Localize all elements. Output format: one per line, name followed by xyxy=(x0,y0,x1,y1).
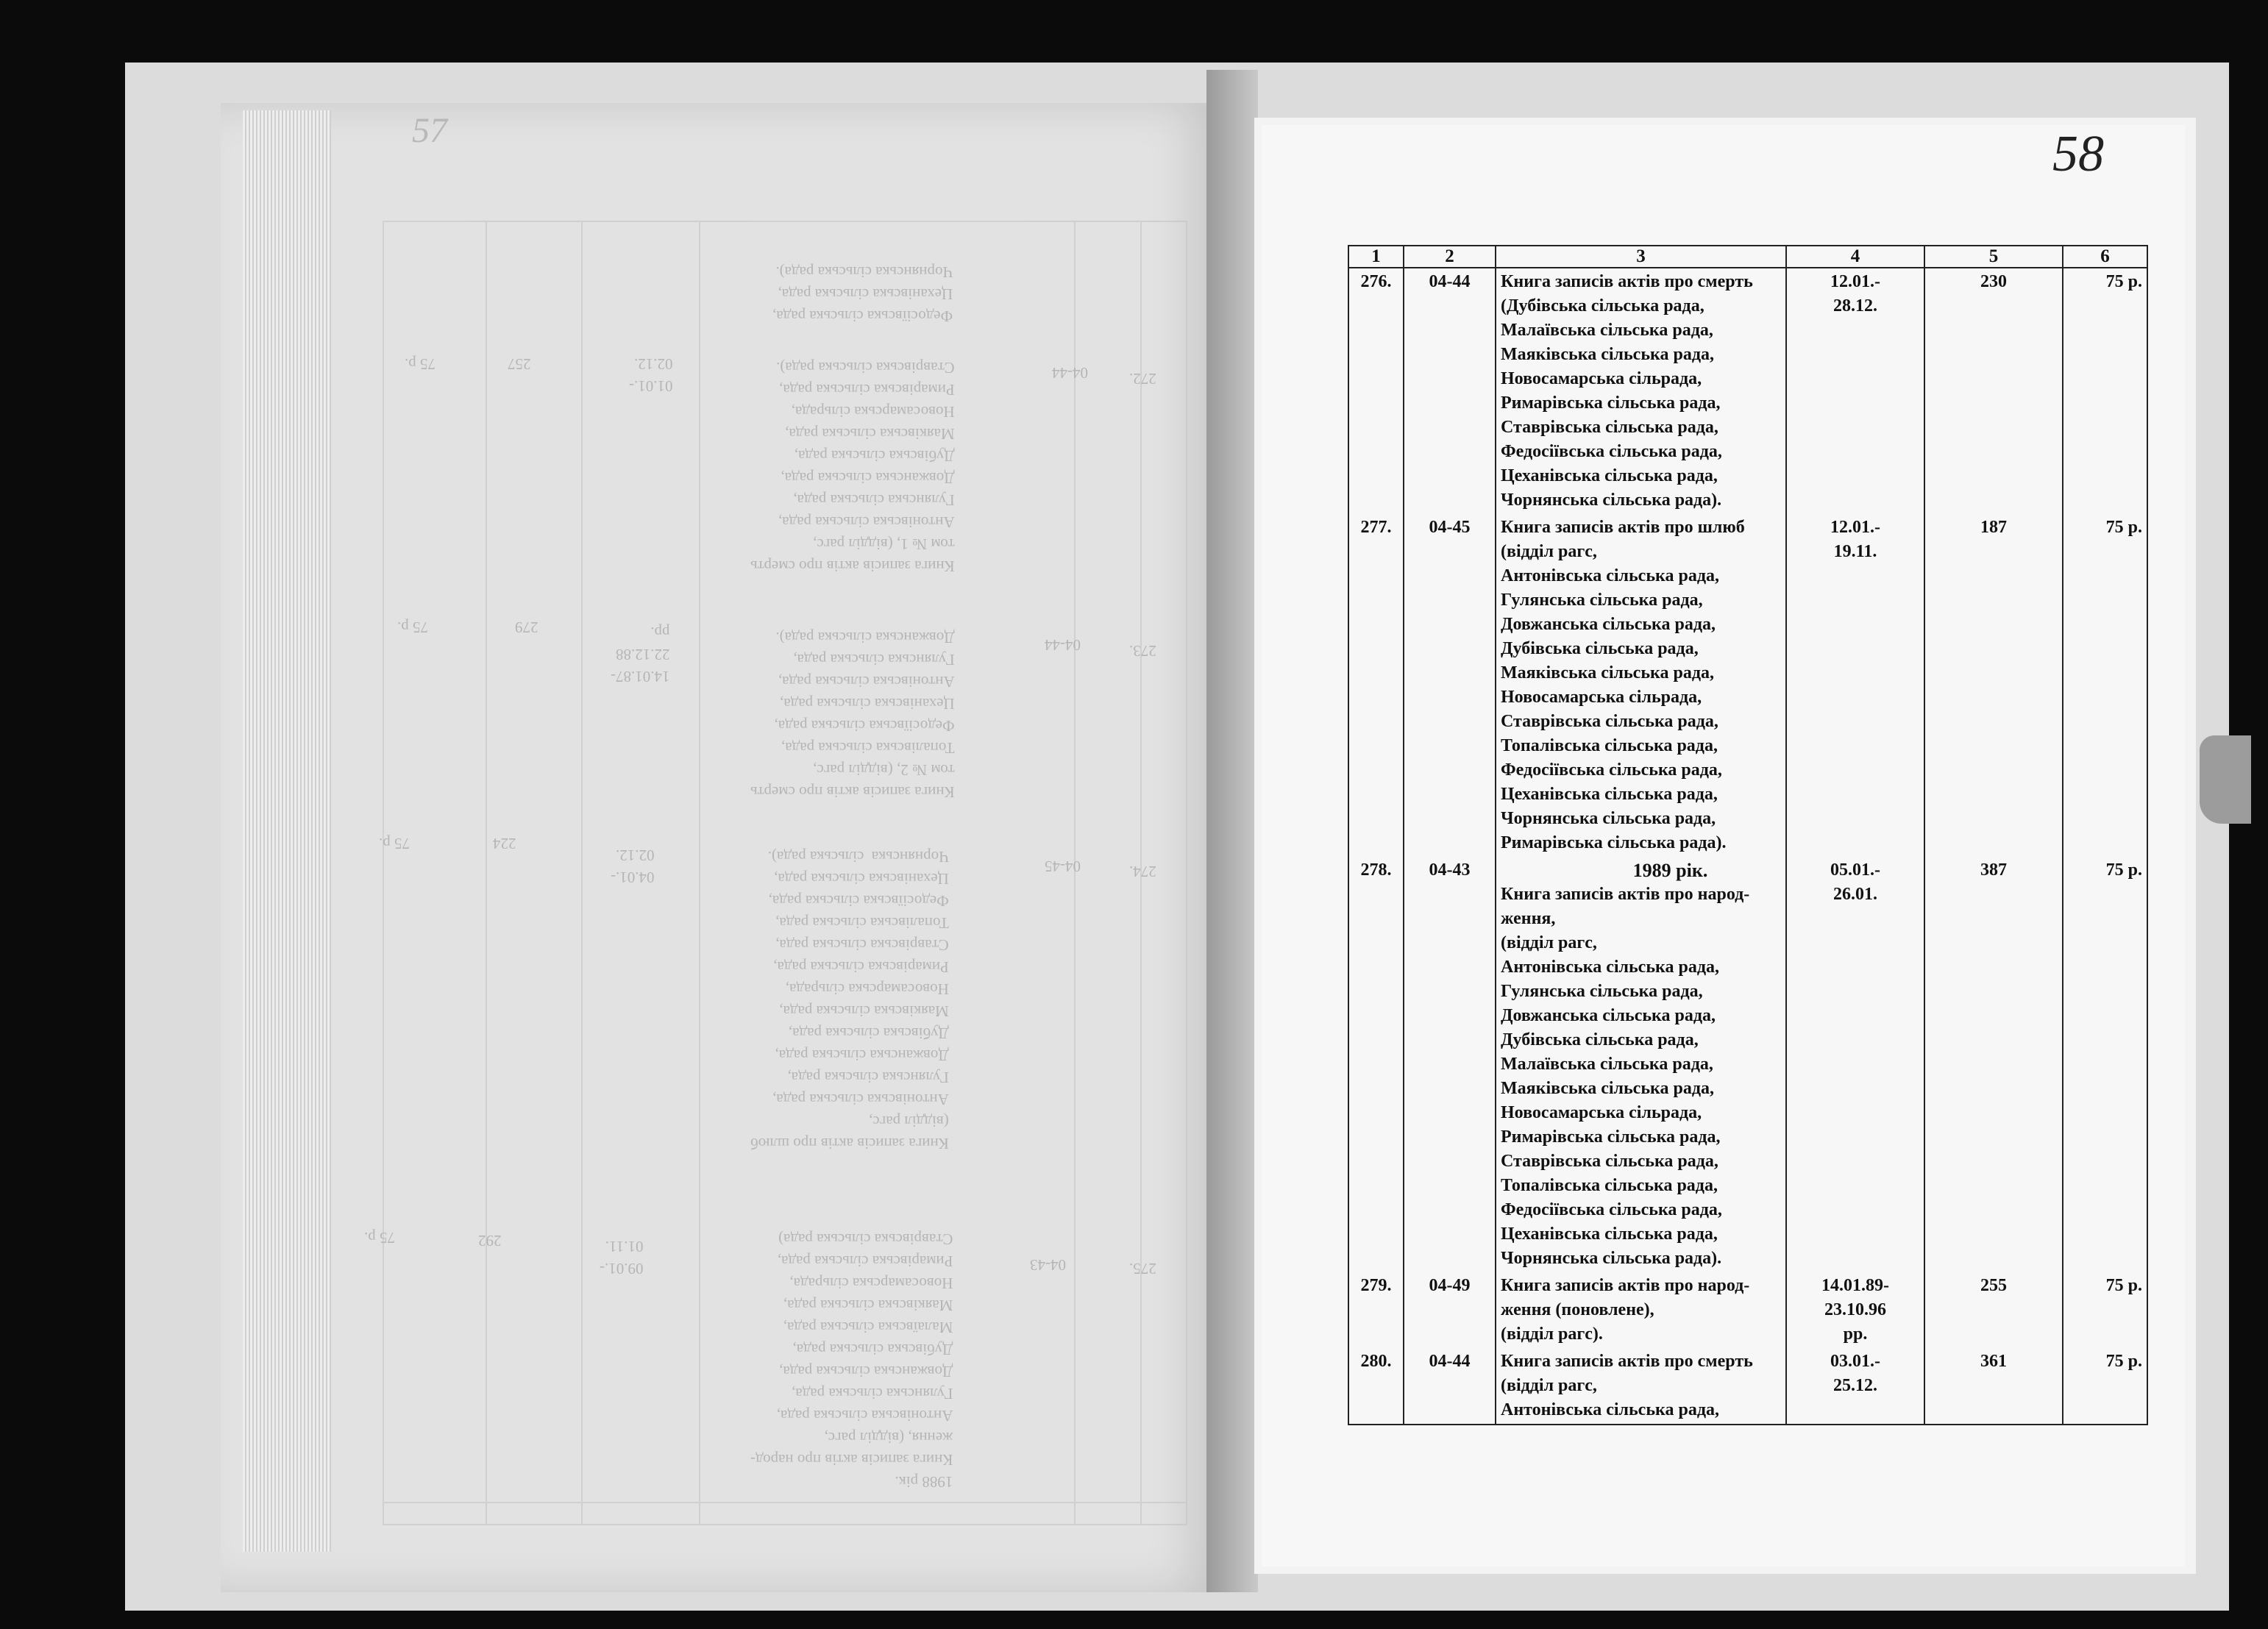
page-count: 230 xyxy=(1924,268,2063,514)
date-line: 12.01.- xyxy=(1830,272,1880,291)
header-col-5: 5 xyxy=(1924,246,2063,268)
ghost-entry-index: 04-45 xyxy=(1045,858,1081,875)
council-line: Чорнянська сільська рада). xyxy=(1501,491,1722,510)
council-line: Довжанська сільська рада, xyxy=(1501,1006,1716,1025)
entry-title-line: Книга записів актів про народ- xyxy=(1501,1276,1750,1295)
date-range xyxy=(1786,1272,1924,1348)
ghost-entry-term: 75 р. xyxy=(379,835,410,852)
date-range xyxy=(1786,514,1924,857)
ghost-entry-dates: 14.01.87- 22.12.88 рр. xyxy=(611,624,670,685)
council-line: Новосамарська сільрада, xyxy=(1501,369,1702,388)
entry-title-line: Книга записів актів про шлюб xyxy=(1501,518,1745,537)
council-line: Федосіївська сільська рада, xyxy=(1501,1200,1722,1219)
council-line: Федосіївська сільська рада, xyxy=(1501,760,1722,780)
retention-term: 75 р. xyxy=(2063,857,2147,1272)
council-line: Маяківська сільська рада, xyxy=(1501,345,1714,364)
ghost-entry-no: 274. xyxy=(1129,863,1156,880)
council-line: Антонівська сільська рада, xyxy=(1501,566,1719,585)
page-count: 187 xyxy=(1924,514,2063,857)
ghost-fed-lines: Федосіївська сільська рада, Цеханівська сільська рада, Чорнянська сільська рада). xyxy=(772,263,953,325)
year-heading: 1989 рік. xyxy=(1632,860,1708,881)
date-range xyxy=(1786,857,1924,1272)
fond-index: 04-45 xyxy=(1404,514,1496,857)
entry-title-line: Книга записів актів про смерть xyxy=(1501,272,1753,291)
register-table xyxy=(1348,245,2148,1425)
date-line: 14.01.89- xyxy=(1821,1276,1889,1295)
left-folio-number: 57 xyxy=(412,111,447,150)
entry-title-line: Книга записів актів про смерть xyxy=(1501,1352,1753,1371)
ghost-entry-term: 75 р. xyxy=(405,355,436,373)
entry-title-line: ження (поновлене), xyxy=(1501,1300,1654,1319)
book-gutter xyxy=(1206,70,1258,1592)
council-line: (Дубівська сільська рада, xyxy=(1501,296,1704,316)
entry-number: 276. xyxy=(1348,268,1404,514)
date-line: 25.12. xyxy=(1833,1376,1877,1395)
ghost-entry-no: 273. xyxy=(1129,642,1156,660)
date-line: 26.01. xyxy=(1833,885,1877,904)
table-row xyxy=(1348,857,2147,1272)
entry-description xyxy=(1496,514,1786,857)
entry-number: 277. xyxy=(1348,514,1404,857)
retention-term: 75 р. xyxy=(2063,1348,2147,1425)
fond-index: 04-44 xyxy=(1404,268,1496,514)
ghost-entry-text: 1988 рік. Книга записів актів про народ- ження, (відділ рагс, Антонівська сільська рада, Гулянська сільська рада, Довжанська сільська рада, Дубівська сільська рада, Малаївська сільська рада, Маяківська сільська рада, Новосамарська сільрада, Римарівська сільська рада, Ставрівська сільська рада) xyxy=(750,1230,953,1491)
table-row xyxy=(1348,268,2147,514)
council-line: Чорнянська сільська рада). xyxy=(1501,1249,1722,1268)
table-row xyxy=(1348,514,2147,857)
header-row xyxy=(1348,246,2147,268)
council-line: Топалівська сільська рада, xyxy=(1501,1176,1718,1195)
ghost-entry-dates: 01.01.- 02.12. xyxy=(629,355,673,395)
date-line: 19.11. xyxy=(1833,542,1877,561)
council-line: Римарівська сільська рада, xyxy=(1501,393,1721,413)
council-line: Маяківська сільська рада, xyxy=(1501,1079,1714,1098)
council-line: Гулянська сільська рада, xyxy=(1501,591,1703,610)
table-row xyxy=(1348,1272,2147,1348)
council-line: Гулянська сільська рада, xyxy=(1501,982,1703,1001)
entry-description xyxy=(1496,268,1786,514)
council-line: Топалівська сільська рада, xyxy=(1501,736,1718,755)
ghost-entry-text: Книга записів актів про смерть том № 2, (відділ рагс, Топалівська сільська рада, Федосіївська сільська рада, Цеханівська сільська рада, Антонівська сільська рада, Гулянська сільська рада, Довжанська сільська рада). xyxy=(750,629,955,801)
date-line: 03.01.- xyxy=(1830,1352,1880,1371)
date-line: 28.12. xyxy=(1833,296,1877,316)
entry-title-line: (відділ рагс). xyxy=(1501,1325,1603,1344)
binding-tape xyxy=(2200,735,2251,824)
table-row xyxy=(1348,1348,2147,1425)
fond-index: 04-49 xyxy=(1404,1272,1496,1348)
council-line: Чорнянська сільська рада, xyxy=(1501,809,1716,828)
retention-term: 75 р. xyxy=(2063,1272,2147,1348)
date-range xyxy=(1786,1348,1924,1425)
council-line: Малаївська сільська рада, xyxy=(1501,321,1713,340)
ghost-entry-pages: 292 xyxy=(478,1232,502,1250)
council-line: Ставрівська сільська рада, xyxy=(1501,418,1718,437)
council-line: Довжанська сільська рада, xyxy=(1501,615,1716,634)
entry-number: 279. xyxy=(1348,1272,1404,1348)
ghost-entry-text: Книга записів актів про шлюб (відділ рагс, Антонівська сільська рада, Гулянська сільська рада, Довжанська сільська рада, Дубівська сільська рада, Маяківська сільська рада, Новосамарська сільрада, Римарівська сільська рада, Ставрівська сільська рада, Топалівська сільська рада, Федосіївська сільська рада, Цеханівська сільська рада, Чорнянська сільська рада). xyxy=(750,848,949,1152)
date-line: 12.01.- xyxy=(1830,518,1880,537)
council-line: Ставрівська сільська рада, xyxy=(1501,1152,1718,1171)
date-line: рр. xyxy=(1843,1325,1868,1344)
entry-description xyxy=(1496,1348,1786,1425)
header-col-4: 4 xyxy=(1786,246,1924,268)
page-count: 387 xyxy=(1924,857,2063,1272)
entry-number: 280. xyxy=(1348,1348,1404,1425)
council-line: Антонівська сільська рада, xyxy=(1501,1400,1719,1419)
council-line: Дубівська сільська рада, xyxy=(1501,639,1699,658)
council-line: Цеханівська сільська рада, xyxy=(1501,1225,1718,1244)
council-line: Римарівська сільська рада, xyxy=(1501,1127,1721,1147)
ghost-entry-term: 75 р. xyxy=(364,1229,395,1247)
ghost-entry-no: 275. xyxy=(1129,1260,1156,1277)
entry-title-line: (відділ рагс, xyxy=(1501,933,1597,952)
ghost-entry-dates: 04.01.- 02.12. xyxy=(611,846,655,886)
ghost-entry-index: 04-44 xyxy=(1052,364,1088,382)
page-count: 361 xyxy=(1924,1348,2063,1425)
council-line: Дубівська сільська рада, xyxy=(1501,1030,1699,1049)
folio-number: 58 xyxy=(2052,126,2104,182)
entry-description xyxy=(1496,1272,1786,1348)
ghost-entry-pages: 257 xyxy=(508,355,531,373)
council-line: Маяківська сільська рада, xyxy=(1501,663,1714,682)
ghost-entry-index: 04-44 xyxy=(1045,636,1081,654)
header-col-3: 3 xyxy=(1496,246,1786,268)
ghost-entry-text: Книга записів актів про смерть том № 1, (відділ рагс, Антонівська сільська рада, Гулянська сільська рада, Довжанська сільська рада, Дубівська сільська рада, Маяківська сільська рада, Новосамарська сільрада, Римарівська сільська рада, Ставрівська сільська рада). xyxy=(750,359,955,575)
page-stack-edges xyxy=(243,110,331,1552)
ghost-entry-no: 272. xyxy=(1129,370,1156,388)
entry-title-line: Книга записів актів про народ- xyxy=(1501,885,1750,904)
ghost-entry-term: 75 р. xyxy=(397,619,428,636)
ghost-entry-pages: 279 xyxy=(515,619,538,636)
council-line: Цеханівська сільська рада, xyxy=(1501,785,1718,804)
entry-title-line: (відділ рагс, xyxy=(1501,1376,1597,1395)
council-line: Ставрівська сільська рада, xyxy=(1501,712,1718,731)
entry-number: 278. xyxy=(1348,857,1404,1272)
header-col-2: 2 xyxy=(1404,246,1496,268)
council-line: Федосіївська сільська рада, xyxy=(1501,442,1722,461)
ghost-entry-dates: 09.01.- 01.11. xyxy=(600,1238,644,1277)
date-line: 05.01.- xyxy=(1830,860,1880,880)
date-range xyxy=(1786,268,1924,514)
council-line: Новосамарська сільрада, xyxy=(1501,688,1702,707)
date-line: 23.10.96 xyxy=(1824,1300,1886,1319)
entry-description xyxy=(1496,857,1786,1272)
ghost-entry-index: 04-43 xyxy=(1030,1256,1066,1274)
entry-title-line: (відділ рагс, xyxy=(1501,542,1597,561)
page-count: 255 xyxy=(1924,1272,2063,1348)
header-col-6: 6 xyxy=(2063,246,2147,268)
council-line: Антонівська сільська рада, xyxy=(1501,958,1719,977)
council-line: Римарівська сільська рада). xyxy=(1501,833,1727,852)
retention-term: 75 р. xyxy=(2063,268,2147,514)
fond-index: 04-43 xyxy=(1404,857,1496,1272)
entry-title-line: ження, xyxy=(1501,909,1556,928)
council-line: Цеханівська сільська рада, xyxy=(1501,466,1718,485)
council-line: Малаївська сільська рада, xyxy=(1501,1055,1713,1074)
ghost-entry-pages: 224 xyxy=(493,835,516,852)
fond-index: 04-44 xyxy=(1404,1348,1496,1425)
retention-term: 75 р. xyxy=(2063,514,2147,857)
header-col-1: 1 xyxy=(1348,246,1404,268)
council-line: Новосамарська сільрада, xyxy=(1501,1103,1702,1122)
